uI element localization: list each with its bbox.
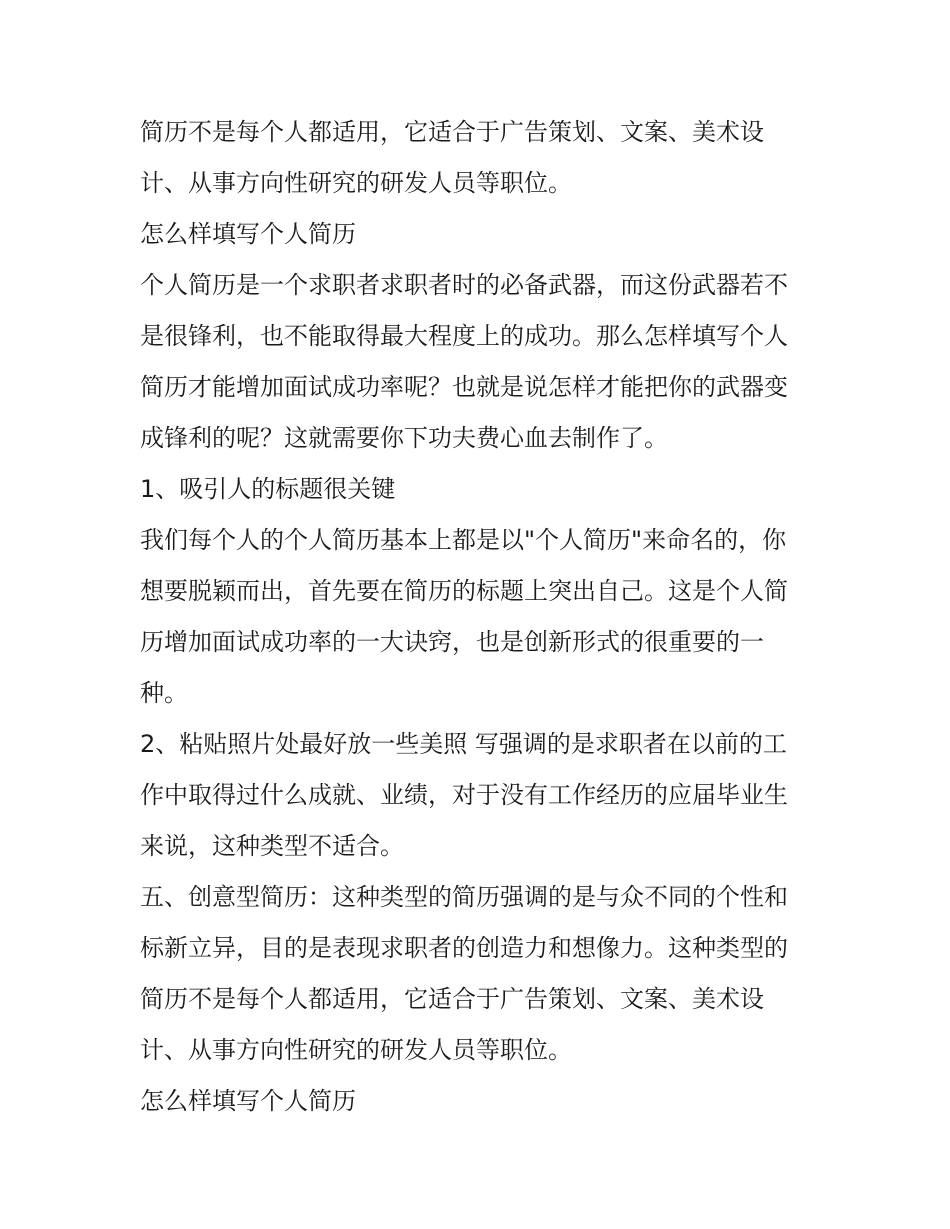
text-line: 简历不是每个人都适用，它适合于广告策划、文案、美术设 <box>140 985 764 1013</box>
text-line: 简历不是每个人都适用，它适合于广告策划、文案、美术设 <box>140 118 764 146</box>
text-line: 五、创意型简历：这种类型的简历强调的是与众不同的个性和 <box>140 883 788 911</box>
text-line: 计、从事方向性研究的研发人员等职位。 <box>140 169 572 197</box>
text-line: 我们每个人的个人简历基本上都是以"个人简历"来命名的，你 <box>140 526 787 554</box>
paragraph-3 <box>140 515 820 719</box>
text-line: 种。 <box>140 679 188 707</box>
paragraph-4 <box>140 719 820 872</box>
paragraph-5 <box>140 872 820 1076</box>
paragraph-2 <box>140 260 820 464</box>
text-line: 2、粘贴照片处最好放一些美照 写强调的是求职者在以前的工 <box>140 730 787 758</box>
heading-how-to-fill-resume <box>140 209 820 260</box>
text-line: 想要脱颖而出，首先要在简历的标题上突出自己。这是个人简 <box>140 577 788 605</box>
heading-attractive-title <box>140 464 820 515</box>
text-line: 来说，这种类型不适合。 <box>140 832 404 860</box>
text-line: 怎么样填写个人简历 <box>140 1087 356 1115</box>
text-line: 作中取得过什么成就、业绩，对于没有工作经历的应届毕业生 <box>140 781 788 809</box>
text-line: 历增加面试成功率的一大诀窍，也是创新形式的很重要的一 <box>140 628 764 656</box>
text-line: 是很锋利，也不能取得最大程度上的成功。那么怎样填写个人 <box>140 322 788 350</box>
text-line: 1、吸引人的标题很关键 <box>140 475 396 503</box>
text-line: 怎么样填写个人简历 <box>140 220 356 248</box>
paragraph-1 <box>140 107 820 209</box>
text-line: 个人简历是一个求职者求职者时的必备武器，而这份武器若不 <box>140 271 788 299</box>
text-line: 简历才能增加面试成功率呢？也就是说怎样才能把你的武器变 <box>140 373 788 401</box>
text-line: 计、从事方向性研究的研发人员等职位。 <box>140 1036 572 1064</box>
document-body <box>140 107 820 1127</box>
text-line: 成锋利的呢？这就需要你下功夫费心血去制作了。 <box>140 424 668 452</box>
heading-how-to-fill-resume-2 <box>140 1076 820 1127</box>
text-line: 标新立异，目的是表现求职者的创造力和想像力。这种类型的 <box>140 934 788 962</box>
